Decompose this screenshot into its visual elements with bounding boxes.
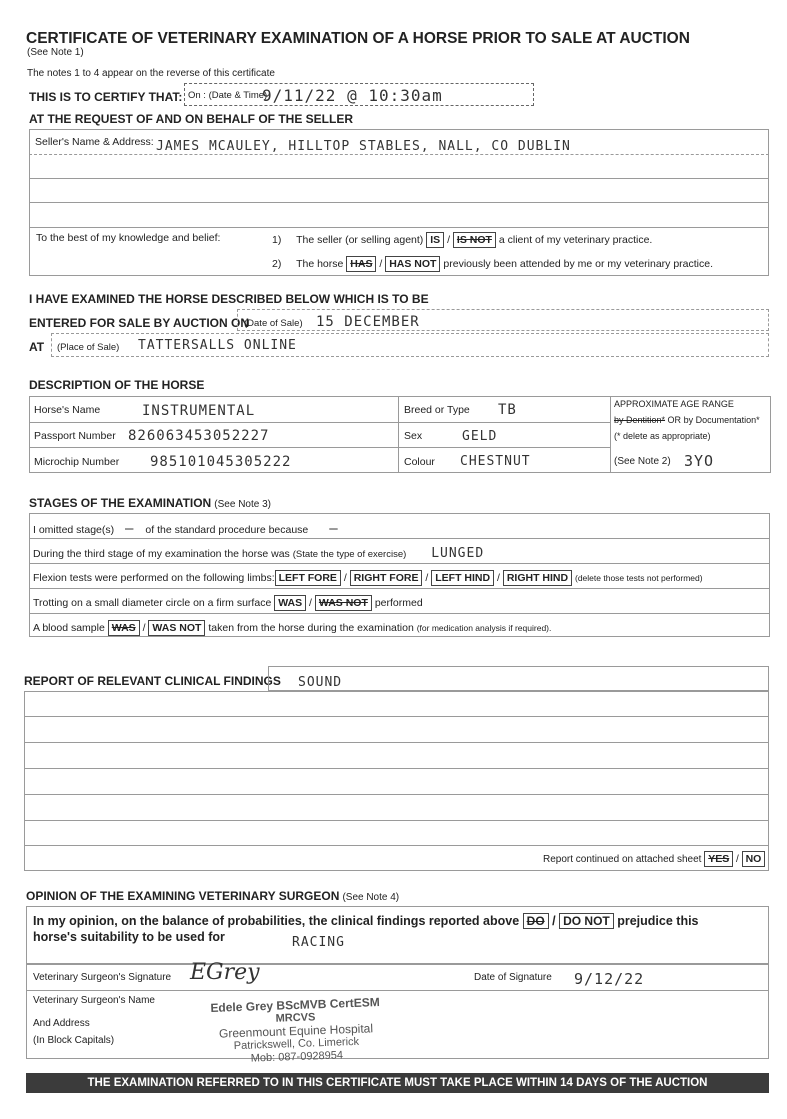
opinion-line-1: In my opinion, on the balance of probabilities, the clinical findings reported above DO / DO NOT prejudice this [33, 914, 699, 928]
age-method [614, 415, 760, 425]
intended-use-value: RACING [292, 935, 345, 950]
date-time-value: 9/11/22 @ 10:30am [262, 86, 443, 105]
opinion-heading-row [26, 889, 399, 903]
report-line-2 [24, 742, 769, 743]
blood-post: taken from the horse during the examination [208, 622, 414, 634]
blood-note: (for medication analysis if required). [416, 623, 552, 633]
blood-row: A blood sample WAS / WAS NOT taken from the horse during the examination (for medication analysis if required). [33, 622, 552, 634]
limb-right-hind[interactable]: RIGHT HIND [503, 570, 572, 586]
see-note-1: (See Note 1) [27, 47, 84, 58]
limb-left-hind[interactable]: LEFT HIND [431, 570, 494, 586]
report-lines-box [24, 691, 769, 871]
age-dentition[interactable]: by Dentition* [614, 415, 666, 425]
examined-heading: I HAVE EXAMINED THE HORSE DESCRIBED BELOW WHICH IS TO BE [29, 292, 429, 306]
at-label: AT [29, 340, 45, 354]
flexion-post: (delete those tests not performed) [575, 573, 703, 583]
age-documentation[interactable]: by Documentation* [683, 415, 760, 425]
signature-divider [26, 990, 769, 991]
blood-was-option[interactable]: WAS [108, 620, 140, 636]
sale-date-value: 15 DECEMBER [316, 314, 420, 330]
item1-num: 1) [272, 234, 282, 246]
age-delete-note: (* delete as appropriate) [614, 431, 711, 441]
omitted-pre: I omitted stage(s) [33, 524, 115, 536]
trot-was-not-option[interactable]: WAS NOT [315, 595, 372, 611]
date-signature-value: 9/12/22 [574, 970, 645, 988]
stamp-line-2: MRCVS [275, 1011, 316, 1025]
seller-line-2 [29, 178, 769, 179]
report-line-6 [24, 845, 769, 846]
entered-label: ENTERED FOR SALE BY AUCTION ON [29, 316, 250, 330]
stages-heading: STAGES OF THE EXAMINATION [29, 496, 212, 510]
report-line-5 [24, 820, 769, 821]
vet-stamp [185, 995, 407, 1068]
desc-divider-2 [610, 396, 611, 473]
colour-value: CHESTNUT [460, 454, 531, 469]
third-value: LUNGED [431, 546, 485, 561]
passport-label: Passport Number [34, 430, 116, 442]
date-time-label: On : (Date & Time) [188, 90, 268, 101]
opinion-note: (See Note 4) [342, 892, 400, 903]
stamp-line-1: Edele Grey BScMVB CertESM [210, 995, 380, 1015]
sale-place-label: (Place of Sale) [57, 342, 120, 353]
horse-name-label: Horse's Name [34, 404, 101, 416]
trot-was-option[interactable]: WAS [274, 595, 306, 611]
description-heading: DESCRIPTION OF THE HORSE [29, 378, 205, 392]
stamp-line-3: Greenmount Equine Hospital [218, 1021, 374, 1041]
opinion-line-2: horse's suitability to be used for [33, 930, 225, 944]
seller-line-3 [29, 202, 769, 203]
flexion-row: Flexion tests were performed on the following limbs: LEFT FORE / RIGHT FORE / LEFT HIND / RIGHT HIND (delete those tests not performed) [33, 572, 703, 584]
stamp-line-4: Patrickswell, Co. Limerick [233, 1035, 360, 1053]
report-line-3 [24, 768, 769, 769]
report-continued-label: Report continued on attached sheet [543, 854, 702, 865]
opinion-do-not-option[interactable]: DO NOT [559, 913, 614, 929]
age-or: OR [667, 415, 682, 425]
omitted-post: of the standard procedure because [145, 524, 309, 536]
seller-label: Seller's Name & Address: [35, 136, 154, 148]
knowledge-label: To the best of my knowledge and belief: [36, 232, 221, 244]
passport-value: 826063453052227 [128, 428, 270, 444]
item1-pre: The seller (or selling agent) [296, 234, 424, 246]
has-not-option[interactable]: HAS NOT [385, 256, 440, 272]
trot-post: performed [374, 597, 423, 609]
microchip-label: Microchip Number [34, 456, 120, 468]
third-note: (State the type of exercise) [292, 549, 407, 560]
report-line-1 [24, 716, 769, 717]
surgeon-address-label: And Address [33, 1018, 90, 1029]
has-option[interactable]: HAS [346, 256, 376, 272]
continued-no-option[interactable]: NO [742, 851, 766, 867]
item2-num: 2) [272, 258, 282, 270]
flexion-pre: Flexion tests were performed on the following limbs: [33, 572, 275, 584]
stages-note: (See Note 3) [214, 499, 271, 510]
sex-label: Sex [404, 430, 423, 442]
request-heading: AT THE REQUEST OF AND ON BEHALF OF THE SELLER [29, 112, 353, 126]
item1-post: a client of my veterinary practice. [498, 234, 653, 246]
stage-row-1 [29, 538, 770, 539]
desc-divider-1 [398, 396, 399, 473]
item2-post: previously been attended by me or my veterinary practice. [443, 258, 714, 270]
desc-row-2 [29, 447, 610, 448]
desc-row-1 [29, 422, 610, 423]
opinion-heading: OPINION OF THE EXAMINING VETERINARY SURGEON [26, 889, 340, 903]
footer-banner: THE EXAMINATION REFERRED TO IN THIS CERTIFICATE MUST TAKE PLACE WITHIN 14 DAYS OF THE AUCTION [26, 1073, 769, 1093]
stages-heading-row [29, 496, 271, 510]
limb-left-fore[interactable]: LEFT FORE [275, 570, 341, 586]
seller-value: JAMES MCAULEY, HILLTOP STABLES, NALL, CO DUBLIN [156, 139, 571, 154]
stage-row-2 [29, 563, 770, 564]
microchip-value: 985101045305222 [150, 454, 292, 470]
opinion-line1-post: prejudice this [617, 914, 699, 928]
sex-value: GELD [462, 429, 498, 444]
report-line-4 [24, 794, 769, 795]
opinion-line1-pre: In my opinion, on the balance of probabilities, the clinical findings reported above [33, 914, 520, 928]
breed-value: TB [498, 402, 517, 418]
report-value: SOUND [298, 675, 343, 690]
opinion-do-option[interactable]: DO [523, 913, 549, 929]
continued-yes-option[interactable]: YES [704, 851, 733, 867]
certify-label: THIS IS TO CERTIFY THAT: [29, 90, 183, 104]
report-value-box[interactable] [268, 666, 769, 691]
signature-label: Veterinary Surgeon's Signature [33, 972, 172, 983]
is-not-option[interactable]: IS NOT [453, 232, 496, 248]
surgeon-name-label: Veterinary Surgeon's Name [33, 995, 155, 1006]
block-capitals-label: (In Block Capitals) [33, 1035, 115, 1046]
trot-row: Trotting on a small diameter circle on a firm surface WAS / WAS NOT performed [33, 597, 423, 609]
omitted-reason: — [329, 521, 339, 537]
colour-label: Colour [404, 456, 435, 468]
blood-pre: A blood sample [33, 622, 105, 634]
third-stage-row [33, 546, 484, 561]
omitted-row [33, 521, 339, 537]
item2-pre: The horse [296, 258, 344, 270]
seller-line-1 [29, 154, 769, 155]
attended-statement: 2) The horse HAS / HAS NOT previously been attended by me or my veterinary practice. [272, 258, 714, 270]
sale-date-label: (Date of Sale) [244, 318, 303, 329]
client-statement: 1) The seller (or selling agent) IS / IS NOT a client of my veterinary practice. [272, 234, 653, 246]
report-continued-row: Report continued on attached sheet YES / NO [543, 851, 765, 867]
breed-label: Breed or Type [404, 404, 470, 416]
report-heading: REPORT OF RELEVANT CLINICAL FINDINGS [24, 674, 281, 688]
age-value: 3YO [684, 452, 715, 470]
notes-text: The notes 1 to 4 appear on the reverse of this certificate [27, 68, 275, 79]
stage-row-4 [29, 613, 770, 614]
omitted-value: — [125, 521, 135, 537]
blood-was-not-option[interactable]: WAS NOT [148, 620, 205, 636]
date-signature-label: Date of Signature [474, 972, 552, 983]
stage-row-3 [29, 588, 770, 589]
certificate-title: CERTIFICATE OF VETERINARY EXAMINATION OF A HORSE PRIOR TO SALE AT AUCTION [26, 30, 690, 47]
age-note: (See Note 2) [614, 456, 671, 467]
is-option[interactable]: IS [426, 232, 444, 248]
signature-value[interactable]: EGrey [190, 960, 260, 985]
limb-right-fore[interactable]: RIGHT FORE [350, 570, 423, 586]
horse-name-value: INSTRUMENTAL [142, 403, 256, 419]
stamp-line-5: Mob: 087-0928954 [250, 1049, 344, 1065]
seller-line-4 [29, 227, 769, 228]
trot-pre: Trotting on a small diameter circle on a firm surface [33, 597, 272, 609]
sale-place-value: TATTERSALLS ONLINE [138, 338, 297, 353]
third-pre: During the third stage of my examination the horse was [33, 548, 290, 560]
age-heading: APPROXIMATE AGE RANGE [614, 399, 734, 409]
